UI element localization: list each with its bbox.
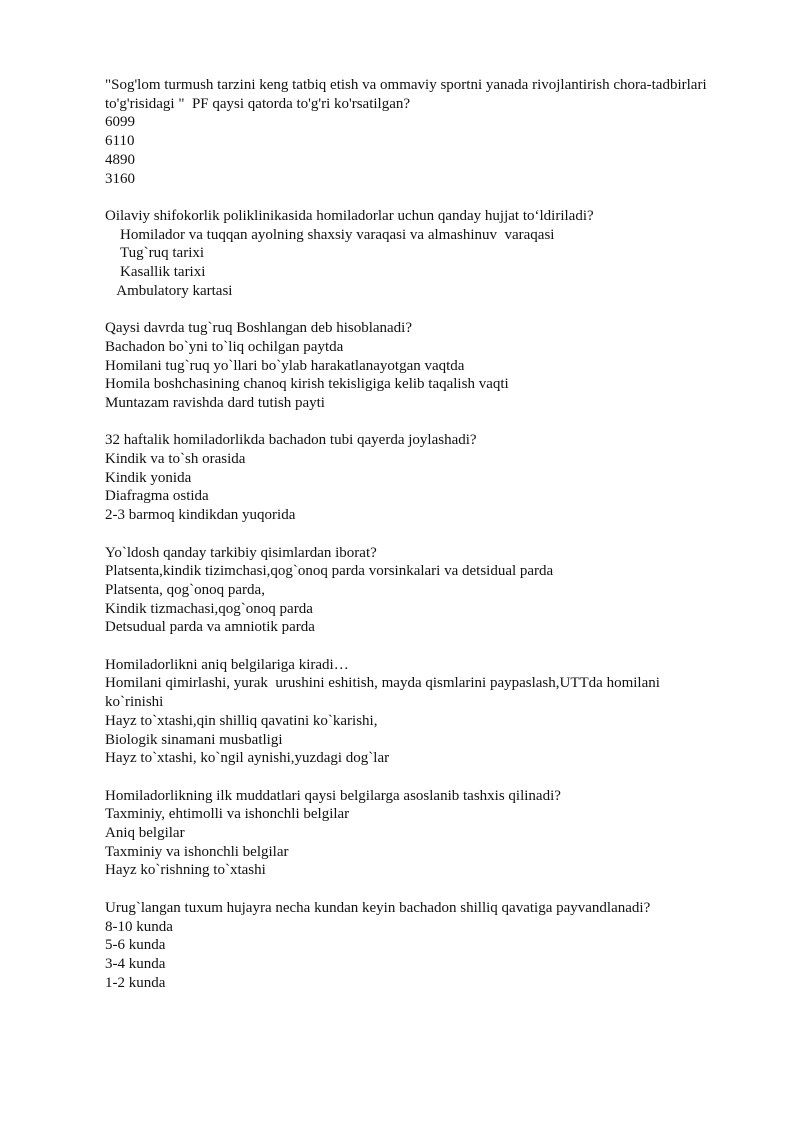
question-text: Qaysi davrda tug`ruq Boshlangan deb hisoblanadi? xyxy=(105,320,413,337)
answer-option: Bachadon bo`yni to`liq ochilgan paytda xyxy=(105,338,344,355)
question-block-2 xyxy=(105,207,715,301)
answer-option: Detsudual parda va amniotik parda xyxy=(105,619,315,636)
answer-option: Platsenta, qog`onoq parda, xyxy=(105,581,265,598)
answer-option: Kindik tizmachasi,qog`onoq parda xyxy=(105,600,313,617)
answer-option: 1-2 kunda xyxy=(105,974,166,991)
answer-option: 3160 xyxy=(105,170,135,187)
answer-option: 8-10 kunda xyxy=(105,918,173,935)
answer-option: Kasallik tarixi xyxy=(105,264,206,281)
question-text: Yo`ldosh qanday tarkibiy qisimlardan iborat? xyxy=(105,544,377,561)
answer-option: Hayz to`xtashi, ko`ngil aynishi,yuzdagi dog`lar xyxy=(105,750,390,767)
answer-option: Homilador va tuqqan ayolning shaxsiy varaqasi va almashinuv varaqasi xyxy=(105,226,555,243)
question-block-3 xyxy=(105,319,715,413)
answer-option: Aniq belgilar xyxy=(105,825,185,842)
answer-option: 5-6 kunda xyxy=(105,937,166,954)
answer-option: Diafragma ostida xyxy=(105,488,209,505)
question-block-5 xyxy=(105,544,715,638)
answer-option: 4890 xyxy=(105,151,135,168)
answer-option: Tug`ruq tarixi xyxy=(105,245,205,262)
question-block-1 xyxy=(105,76,715,188)
answer-option: Kindik va to`sh orasida xyxy=(105,451,246,468)
question-block-6 xyxy=(105,656,715,768)
document-page xyxy=(105,76,715,1011)
answer-option: Taxminiy va ishonchli belgilar xyxy=(105,843,289,860)
answer-option: Hayz to`xtashi,qin shilliq qavatini ko`karishi, xyxy=(105,712,378,729)
answer-option: Homilani qimirlashi, yurak urushini eshitish, mayda qismlarini paypaslash,UTTda homilani ko`rinishi xyxy=(105,675,664,711)
answer-option: Kindik yonida xyxy=(105,469,192,486)
question-text: Urug`langan tuxum hujayra necha kundan keyin bachadon shilliq qavatiga payvandlanadi? xyxy=(105,899,651,916)
question-text: Homiladorlikni aniq belgilariga kiradi… xyxy=(105,656,349,673)
question-text: Homiladorlikning ilk muddatlari qaysi belgilarga asoslanib tashxis qilinadi? xyxy=(105,787,561,804)
question-block-4 xyxy=(105,431,715,525)
question-text: Oilaviy shifokorlik poliklinikasida homiladorlar uchun qanday hujjat to‘ldiriladi? xyxy=(105,207,594,224)
answer-option: Homila boshchasining chanoq kirish tekisligiga kelib taqalish vaqti xyxy=(105,376,509,393)
answer-option: Platsenta,kindik tizimchasi,qog`onoq parda vorsinkalari va detsidual parda xyxy=(105,563,554,580)
answer-option: Muntazam ravishda dard tutish payti xyxy=(105,394,325,411)
question-text: 32 haftalik homiladorlikda bachadon tubi qayerda joylashadi? xyxy=(105,432,477,449)
question-text: "Sog'lom turmush tarzini keng tatbiq etish va ommaviy sportni yanada rivojlantirish chora-tadbirlari to'g'risidagi " PF qaysi qatorda to'g'ri ko'rsatilgan? xyxy=(105,77,711,112)
answer-option: 6110 xyxy=(105,133,135,150)
question-block-7 xyxy=(105,787,715,881)
answer-option: 6099 xyxy=(105,114,135,131)
answer-option: Hayz ko`rishning to`xtashi xyxy=(105,862,266,879)
answer-option: Homilani tug`ruq yo`llari bo`ylab harakatlanayotgan vaqtda xyxy=(105,357,465,374)
answer-option: 3-4 kunda xyxy=(105,955,166,972)
question-block-8 xyxy=(105,899,715,993)
answer-option: Taxminiy, ehtimolli va ishonchli belgilar xyxy=(105,806,350,823)
answer-option: Biologik sinamani musbatligi xyxy=(105,731,283,748)
answer-option: Ambulatory kartasi xyxy=(105,282,233,299)
answer-option: 2-3 barmoq kindikdan yuqorida xyxy=(105,507,296,524)
